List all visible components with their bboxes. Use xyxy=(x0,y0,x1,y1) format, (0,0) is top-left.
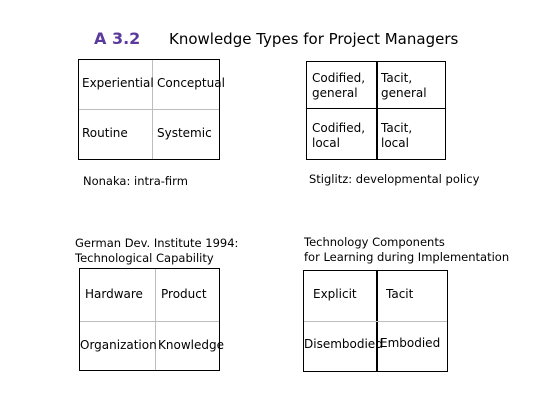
stiglitz-cell-codified-local xyxy=(312,121,365,151)
german-grid-vertical-divider xyxy=(155,269,156,370)
stiglitz-cell-tacit-local-line2: local xyxy=(381,136,409,150)
stiglitz-cell-tacit-general-line2: general xyxy=(381,86,427,100)
stiglitz-cell-tacit-local-line1: Tacit, xyxy=(381,121,413,135)
german-title-line1: German Dev. Institute 1994: xyxy=(75,236,239,250)
tech-cell-explicit: Explicit xyxy=(313,287,357,301)
tech-grid-horizontal-divider xyxy=(304,321,447,322)
nonaka-caption: Nonaka: intra-firm xyxy=(83,174,188,188)
tech-grid xyxy=(303,270,448,372)
german-cell-hardware: Hardware xyxy=(85,287,143,301)
stiglitz-cell-codified-local-line1: Codified, xyxy=(312,121,366,135)
nonaka-cell-conceptual: Conceptual xyxy=(157,76,225,90)
tech-cell-embodied: Embodied xyxy=(380,336,441,350)
tech-cell-disembodied: Disembodied xyxy=(304,337,383,351)
slide-number: A 3.2 xyxy=(94,29,141,48)
slide-title: Knowledge Types for Project Managers xyxy=(169,30,459,48)
tech-title xyxy=(304,235,509,265)
german-grid xyxy=(79,268,220,371)
stiglitz-cell-codified-general xyxy=(312,71,365,101)
stiglitz-caption: Stiglitz: developmental policy xyxy=(309,172,480,186)
german-title-line2: Technological Capability xyxy=(75,251,214,265)
nonaka-cell-experiential: Experiential xyxy=(82,76,154,90)
tech-title-line2: for Learning during Implementation xyxy=(304,250,510,264)
nonaka-cell-systemic: Systemic xyxy=(157,126,212,140)
tech-title-line1: Technology Components xyxy=(304,235,445,249)
stiglitz-cell-tacit-general xyxy=(381,71,427,101)
german-grid-horizontal-divider xyxy=(80,321,219,322)
german-cell-organization: Organization xyxy=(80,338,157,352)
stiglitz-grid-horizontal-divider xyxy=(307,108,445,109)
stiglitz-cell-codified-general-line2: general xyxy=(312,86,358,100)
german-cell-product: Product xyxy=(161,287,207,301)
stiglitz-cell-codified-general-line1: Codified, xyxy=(312,71,366,85)
nonaka-grid-horizontal-divider xyxy=(79,109,219,110)
german-title xyxy=(75,236,238,266)
stiglitz-cell-tacit-general-line1: Tacit, xyxy=(381,71,413,85)
stiglitz-grid-vertical-divider xyxy=(376,62,378,159)
nonaka-cell-routine: Routine xyxy=(82,126,128,140)
stiglitz-cell-tacit-local xyxy=(381,121,412,151)
stiglitz-cell-codified-local-line2: local xyxy=(312,136,340,150)
german-cell-knowledge: Knowledge xyxy=(158,338,224,352)
tech-cell-tacit: Tacit xyxy=(386,287,414,301)
nonaka-grid xyxy=(78,59,220,160)
